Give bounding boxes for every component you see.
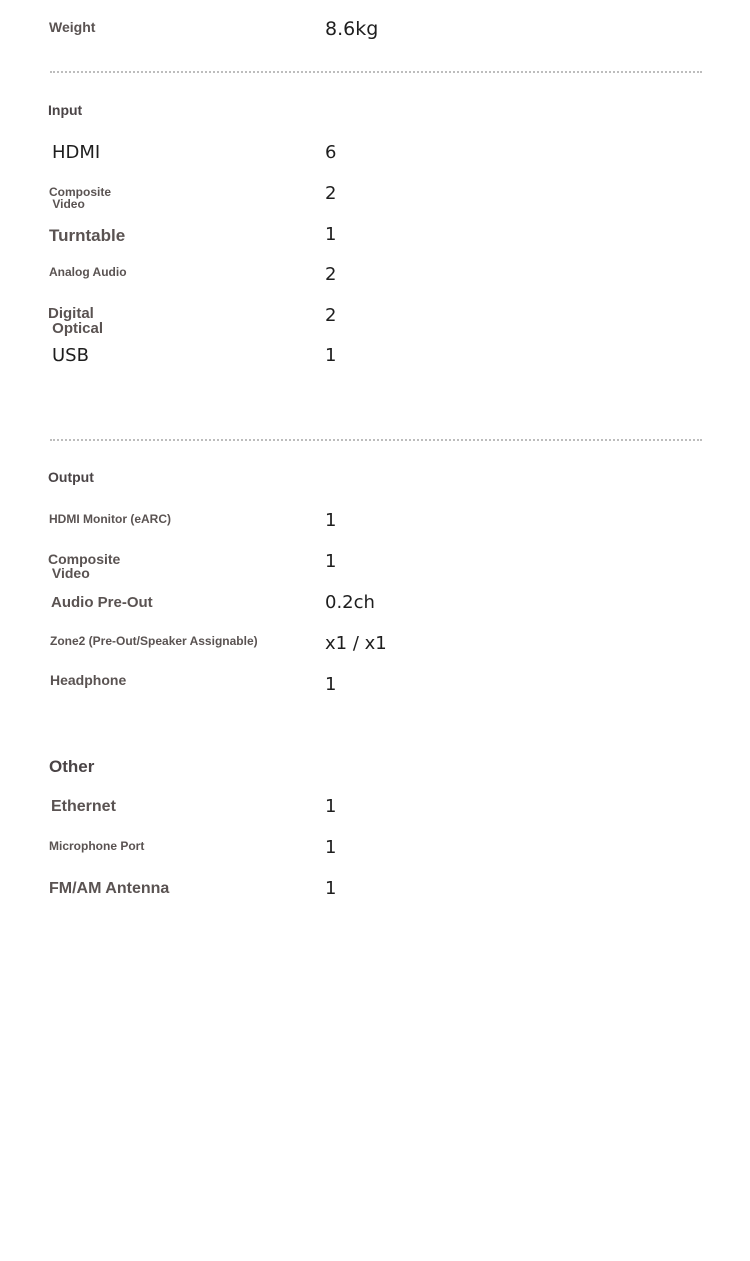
- output-label-hdmi-monitor: HDMI Monitor (eARC): [49, 512, 171, 526]
- other-label-fm-am-antenna: FM/AM Antenna: [49, 880, 170, 897]
- output-label-audio-pre-out: Audio Pre-Out: [51, 594, 153, 611]
- input-value-usb: 1: [325, 345, 337, 366]
- input-label-analog-audio: Analog Audio: [49, 265, 127, 279]
- output-value-headphone: 1: [325, 674, 337, 695]
- input-value-digital-optical: 2: [325, 305, 337, 326]
- input-label-hdmi: HDMI: [52, 142, 101, 163]
- spec-value-weight: 8.6kg: [325, 18, 379, 40]
- section-divider: [50, 71, 702, 73]
- spec-label-weight: Weight: [49, 19, 96, 35]
- other-value-microphone-port: 1: [325, 837, 337, 858]
- input-value-hdmi: 6: [325, 142, 337, 163]
- section-title-other: Other: [49, 757, 95, 776]
- output-value-hdmi-monitor: 1: [325, 510, 337, 531]
- input-value-turntable: 1: [325, 224, 337, 245]
- other-label-microphone-port: Microphone Port: [49, 839, 145, 853]
- other-label-ethernet: Ethernet: [51, 798, 116, 815]
- input-value-analog-audio: 2: [325, 264, 337, 285]
- input-label-usb: USB: [52, 345, 89, 366]
- section-divider: [50, 439, 702, 441]
- other-value-fm-am-antenna: 1: [325, 878, 337, 899]
- output-value-composite-video: 1: [325, 551, 337, 572]
- section-title-output: Output: [48, 469, 94, 485]
- other-value-ethernet: 1: [325, 796, 337, 817]
- output-label-composite-video: Composite Video: [48, 551, 121, 581]
- input-value-composite-video: 2: [325, 183, 337, 204]
- input-label-turntable: Turntable: [49, 226, 126, 245]
- input-label-digital-optical: Digital Optical: [48, 305, 104, 337]
- section-title-input: Input: [48, 102, 83, 118]
- input-label-composite-video: Composite Video: [49, 185, 112, 211]
- output-value-audio-pre-out: 0.2ch: [325, 592, 375, 613]
- output-label-zone2: Zone2 (Pre-Out/Speaker Assignable): [50, 634, 258, 648]
- output-value-zone2: x1 / x1: [325, 633, 387, 654]
- output-label-headphone: Headphone: [50, 672, 127, 688]
